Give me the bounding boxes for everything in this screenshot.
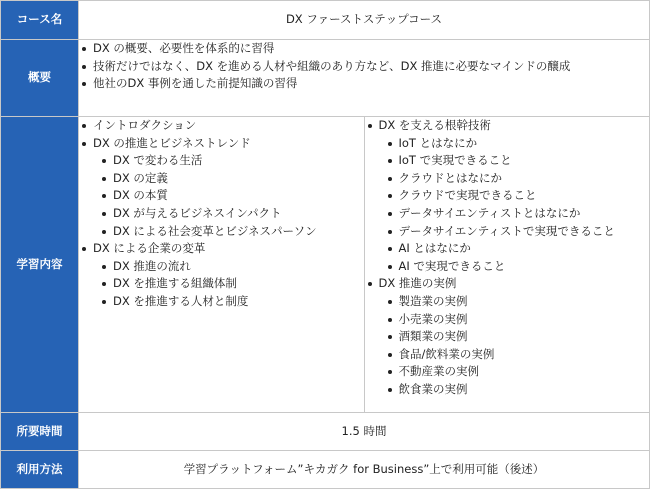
- overview-item: DX の概要、必要性を体系的に習得: [79, 40, 649, 58]
- contents-row: [1, 117, 650, 413]
- sub-topic-item: DX の定義: [79, 170, 364, 188]
- overview-item: 技術だけではなく、DX を進める人材や組織のあり方など、DX 推進に必要なマインドの醸成: [79, 58, 649, 76]
- course-name-header: コース名: [1, 1, 79, 40]
- sub-topic-item: DX による社会変革とビジネスパーソン: [79, 223, 364, 241]
- sub-topic-item: クラウドとはなにか: [365, 170, 650, 188]
- topic-item: DX による企業の変革: [79, 240, 364, 258]
- usage-value: 学習プラットフォーム”キカガク for Business”上で利用可能（後述）: [79, 451, 650, 489]
- overview-list: [79, 40, 649, 93]
- sub-topic-item: データサイエンティストとはなにか: [365, 205, 650, 223]
- sub-topic-item: DX 推進の流れ: [79, 258, 364, 276]
- topic-item: DX を支える根幹技術: [365, 117, 650, 135]
- usage-header: 利用方法: [1, 451, 79, 489]
- topic-item: イントロダクション: [79, 117, 364, 135]
- duration-value: 1.5 時間: [79, 413, 650, 451]
- overview-header: 概要: [1, 40, 79, 117]
- sub-topic-item: IoT とはなにか: [365, 135, 650, 153]
- sub-topic-item: 酒類業の実例: [365, 328, 650, 346]
- contents-header: 学習内容: [1, 117, 79, 413]
- sub-topic-item: 製造業の実例: [365, 293, 650, 311]
- course-name-row: [1, 1, 650, 40]
- sub-topic-item: AI とはなにか: [365, 240, 650, 258]
- sub-topic-item: クラウドで実現できること: [365, 187, 650, 205]
- contents-left-cell: [79, 117, 365, 413]
- topic-item: DX 推進の実例: [365, 275, 650, 293]
- topic-item: DX の推進とビジネストレンド: [79, 135, 364, 153]
- sub-topic-item: DX を推進する人材と制度: [79, 293, 364, 311]
- sub-topic-item: 小売業の実例: [365, 311, 650, 329]
- sub-topic-item: 不動産業の実例: [365, 363, 650, 381]
- usage-row: [1, 451, 650, 489]
- sub-topic-item: DX で変わる生活: [79, 152, 364, 170]
- sub-topic-item: DX が与えるビジネスインパクト: [79, 205, 364, 223]
- sub-topic-item: データサイエンティストで実現できること: [365, 223, 650, 241]
- sub-topic-item: 食品/飲料業の実例: [365, 346, 650, 364]
- sub-topic-item: 飲食業の実例: [365, 381, 650, 399]
- sub-topic-item: IoT で実現できること: [365, 152, 650, 170]
- sub-topic-item: AI で実現できること: [365, 258, 650, 276]
- contents-right-list: [365, 117, 650, 399]
- contents-left-list: [79, 117, 364, 311]
- course-name-value: DX ファーストステップコース: [79, 1, 650, 40]
- sub-topic-item: DX の本質: [79, 187, 364, 205]
- duration-header: 所要時間: [1, 413, 79, 451]
- overview-cell: [79, 40, 650, 117]
- contents-right-cell: [364, 117, 650, 413]
- duration-row: [1, 413, 650, 451]
- overview-row: [1, 40, 650, 117]
- overview-item: 他社のDX 事例を通した前提知識の習得: [79, 75, 649, 93]
- sub-topic-item: DX を推進する組織体制: [79, 275, 364, 293]
